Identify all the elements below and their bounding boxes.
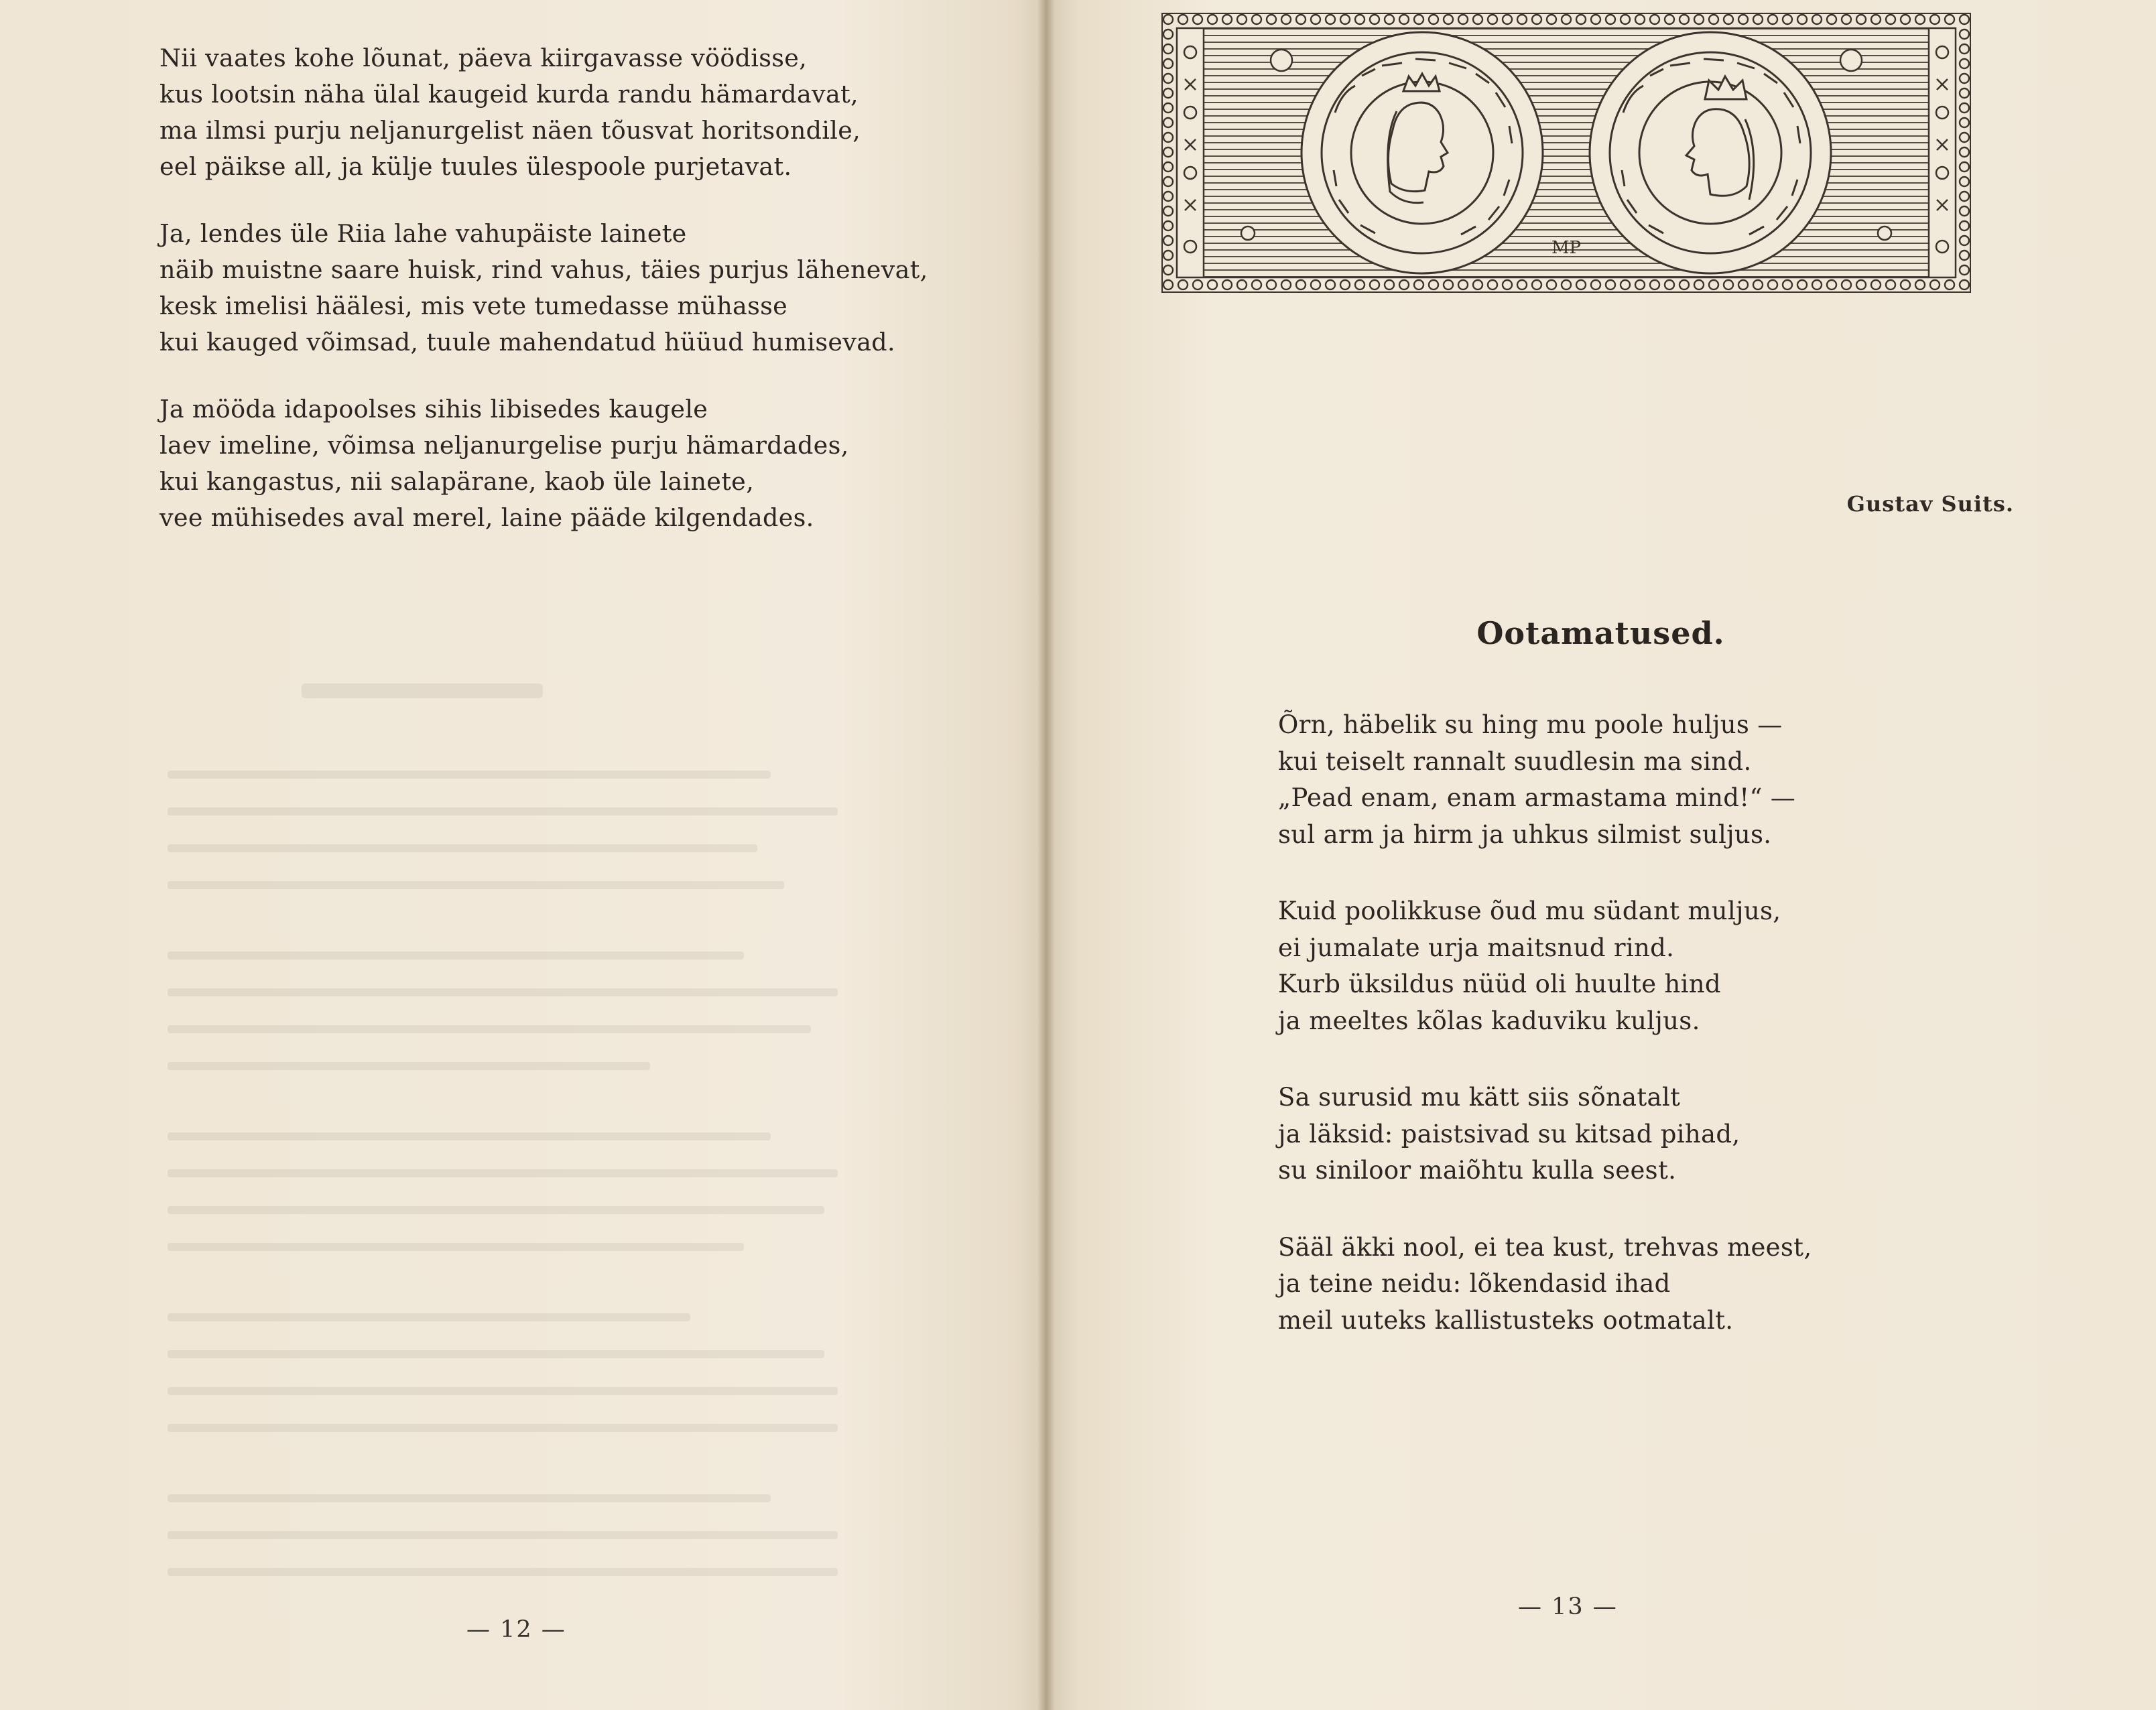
poem-line: „Pead enam, enam armastama mind!“ — bbox=[1278, 783, 1796, 812]
poem-line: ma ilmsi purju neljanurgelist näen tõusvat horitsondile, bbox=[160, 116, 861, 145]
stanza bbox=[1278, 707, 1948, 853]
poem-line: ei jumalate urja maitsnud rind. bbox=[1278, 933, 1675, 962]
poem-line: Ja, lendes üle Riia lahe vahupäiste lainete bbox=[160, 219, 687, 248]
left-page bbox=[0, 0, 1045, 1710]
poem-line: su siniloor maiõhtu kulla seest. bbox=[1278, 1156, 1677, 1185]
stanza bbox=[1278, 893, 1948, 1039]
stanza bbox=[1278, 1079, 1948, 1189]
stanza bbox=[1278, 1230, 1948, 1339]
right-page bbox=[1045, 0, 2156, 1710]
show-through-lines bbox=[168, 670, 905, 1608]
stanza bbox=[160, 40, 964, 185]
author-name: Gustav Suits. bbox=[1846, 491, 2014, 517]
poem-line: kui teiselt rannalt suudlesin ma sind. bbox=[1278, 746, 1752, 776]
stanza bbox=[160, 391, 964, 536]
poem-line: Kuid poolikkuse õud mu südant muljus, bbox=[1278, 897, 1781, 925]
show-through-texture bbox=[168, 670, 905, 1620]
poem-line: Sääl äkki nool, ei tea kust, trehvas meest, bbox=[1278, 1232, 1812, 1262]
poem-line: kus lootsin näha ülal kaugeid kurda randu hämardavat, bbox=[160, 80, 859, 109]
poem-line: ja meeltes kõlas kaduviku kuljus. bbox=[1278, 1006, 1700, 1035]
left-poem bbox=[160, 40, 964, 567]
poem-line: sul arm ja hirm ja uhkus silmist suljus. bbox=[1278, 819, 1772, 849]
poem-line: kesk imelisi häälesi, mis vete tumedasse mühasse bbox=[160, 291, 788, 320]
poem-line: ja teine neidu: lõkendasid ihad bbox=[1278, 1269, 1671, 1298]
poem-line: kui kangastus, nii salapärane, kaob üle lainete, bbox=[160, 467, 754, 496]
page-number: — 13 — bbox=[1518, 1593, 1618, 1620]
poem-line: Õrn, häbelik su hing mu poole huljus — bbox=[1278, 710, 1783, 739]
poem-line: kui kauged võimsad, tuule mahendatud hüüud humisevad. bbox=[160, 328, 895, 356]
stanza bbox=[160, 216, 964, 360]
poem-line: Sa surusid mu kätt siis sõnatalt bbox=[1278, 1083, 1681, 1112]
monogram: MP bbox=[1551, 238, 1582, 258]
poem-line: Nii vaates kohe lõunat, päeva kiirgavasse vöödisse, bbox=[160, 44, 808, 72]
poem-line: ja läksid: paistsivad su kitsad pihad, bbox=[1278, 1119, 1740, 1148]
poem-line: meil uuteks kallistusteks ootmatalt. bbox=[1278, 1305, 1734, 1335]
ornament-banner-icon bbox=[1161, 12, 1972, 293]
poem-line: Ja mööda idapoolses sihis libisedes kaugele bbox=[160, 395, 708, 423]
right-poem bbox=[1278, 707, 1948, 1379]
poem-line: vee mühisedes aval merel, laine pääde kilgendades. bbox=[160, 503, 814, 532]
poem-line: näib muistne saare huisk, rind vahus, täies purjus lähenevat, bbox=[160, 255, 928, 284]
poem-line: Kurb üksildus nüüd oli huulte hind bbox=[1278, 970, 1721, 998]
poem-title: Ootamatused. bbox=[1476, 615, 1725, 651]
poem-line: eel päikse all, ja külje tuules ülespoole purjetavat. bbox=[160, 152, 792, 181]
poem-line: laev imeline, võimsa neljanurgelise purju hämardades, bbox=[160, 431, 849, 460]
book-gutter bbox=[1037, 0, 1055, 1710]
page-number: — 12 — bbox=[466, 1616, 566, 1643]
